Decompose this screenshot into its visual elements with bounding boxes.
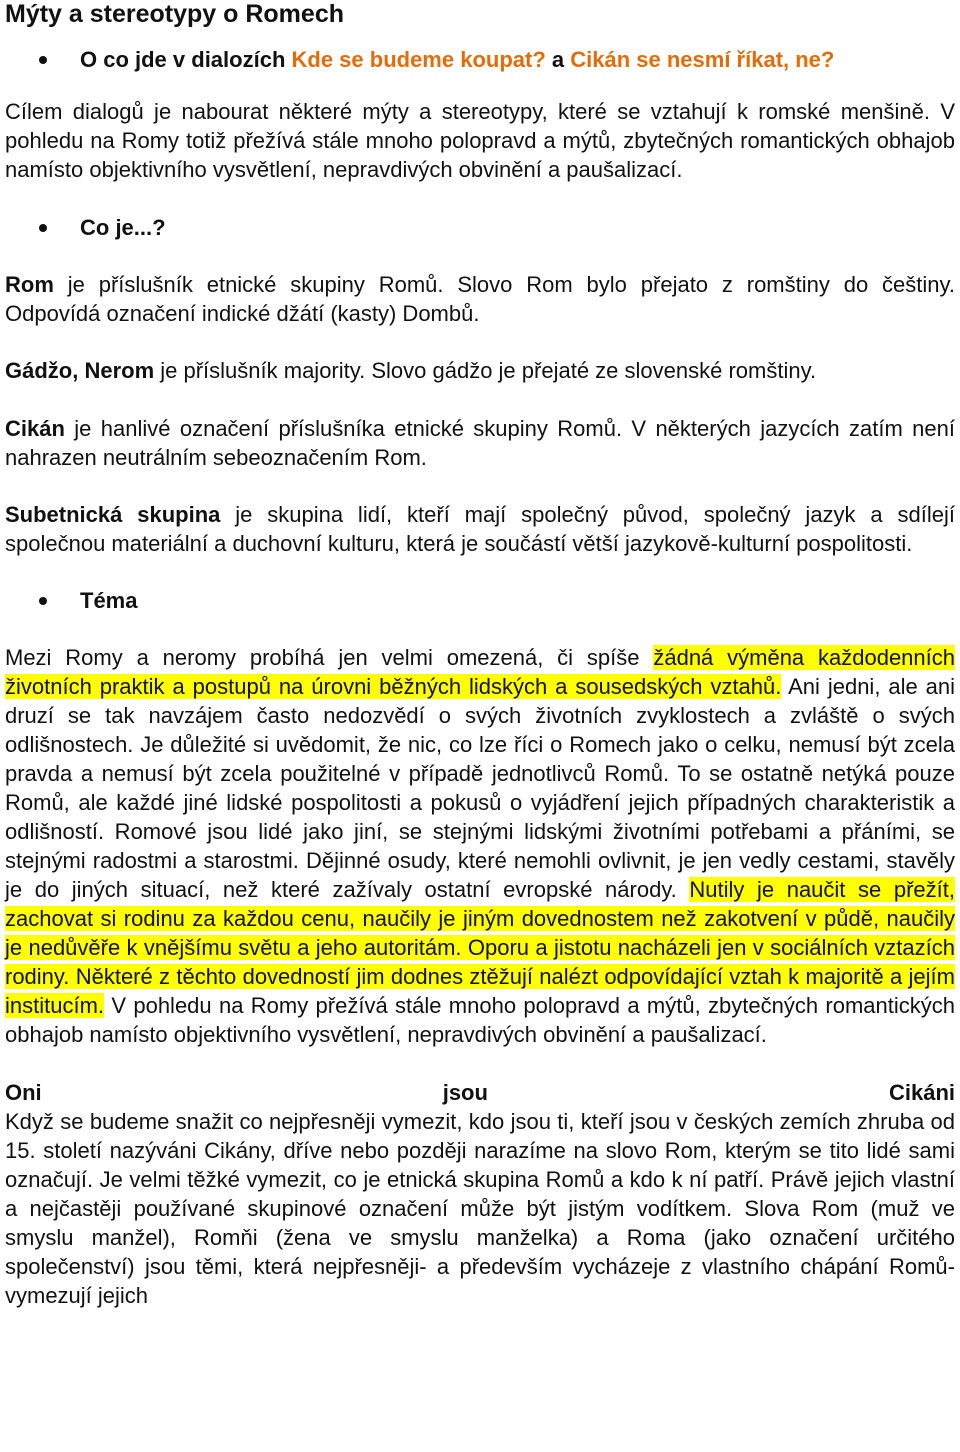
bullet-dialogs-prefix: O co jde v dialozích — [80, 47, 292, 72]
definition-text: je příslušník etnické skupiny Romů. Slovo Rom bylo přejato z romštiny do češtiny. Odpovídá označení indické džátí (kasty) Dombů. — [5, 272, 955, 326]
bullet-co-je-label: Co je...? — [80, 215, 166, 240]
bullet-dialogs — [5, 45, 955, 74]
heading-word: Cikáni — [888, 1080, 955, 1105]
section2-paragraph: Když se budeme snažit co nejpřesněji vymezit, kdo jsou ti, kteří jsou v českých zemích zhruba od 15. století nazýváni Cikány, dříve nebo později narazíme na slovo Rom, kterým se tito lidé sami označují. Je velmi těžké vymezit, co je etnická skupina Romů a kdo k ní patří. Právě jejich vlastní a nejčastěji používané skupinové označení může být jistým vodítkem. Slova Rom (muž ve smyslu manžel), Romňi (žena ve smyslu manželka) a Roma (jako označení určitého společenství) jsou těmi, která nejpřesněji- a především vycházeje z vlastního chápání Romů- vymezují jejich — [5, 1109, 955, 1308]
definition-term: Gádžo, Nerom — [5, 358, 155, 383]
dialog-link-cikan[interactable]: Cikán se nesmí říkat, ne? — [570, 47, 835, 72]
bullet-tema-label: Téma — [80, 588, 138, 613]
bullet-dialogs-mid: a — [545, 47, 571, 72]
tema-paragraph — [5, 643, 955, 1049]
bullet-dot-icon — [39, 597, 47, 605]
dialog-link-koupat[interactable]: Kde se budeme koupat? — [291, 47, 546, 72]
definition-text: je hanlivé označení příslušníka etnické skupiny Romů. V některých jazycích zatím není nahrazen neutrálním sebeoznačením Rom. — [5, 416, 955, 470]
bullet-tema — [5, 586, 955, 615]
highlight-survival: Nutily je naučit se přežít, zachovat si rodinu za každou cenu, naučily je jiným dovednostem než zakotvení v půdě, naučily je nedůvěře k vnějšímu světu a jeho autoritám. Oporu a jistotu nacházeli jen v sociálních vztazích rodiny. Některé z těchto dovedností jim dodnes ztěžují nalézt odpovídající vztah k majoritě a jejím institucím. — [5, 877, 955, 1018]
definition-subetnicka — [5, 500, 955, 558]
definition-text: je příslušník majority. Slovo gádžo je přejaté ze slovenské romštiny. — [154, 358, 817, 383]
tema-text-2: Ani jedni, ale ani druzí se tak navzájem často nedozvědí o svých životních zvyklostech a zvláště o svých odlišnostech. Je důležité si uvědomit, že nic, co lze říci o Romech jako o celku, nemusí být zcela pravda a nemusí být zcela použitelné v případě jednotlivců Romů. To se ostatně netýká pouze Romů, ale každé jiné lidské pospolitosti a pokusů o vyjádření jejich případných charakteristik a odlišností. Romové jsou lidé jako jiní, se stejnými lidskými životními potřebami a přáními, se stejnými radostmi a starostmi. Dějinné osudy, které nemohli ovlivnit, je jen vedly cestami, stavěly je do jiných situací, než které zažívaly ostatní evropské národy. — [5, 674, 956, 902]
definition-rom — [5, 270, 955, 328]
page-title: Mýty a stereotypy o Romech — [5, 0, 344, 28]
definition-term: Subetnická skupina — [5, 502, 221, 527]
definition-cikan — [5, 414, 955, 472]
definition-text: je skupina lidí, kteří mají společný původ, společný jazyk a sdílejí společnou materiální a duchovní kulturu, která je součástí větší jazykově-kulturní pospolitosti. — [5, 502, 955, 556]
bullet-co-je — [5, 213, 955, 242]
bullet-dot-icon — [39, 56, 47, 64]
definition-gadzo — [5, 356, 955, 385]
bullet-dot-icon — [39, 224, 47, 232]
tema-text-1: Mezi Romy a neromy probíhá jen velmi omezená, či spíše — [5, 645, 654, 670]
intro-paragraph: Cílem dialogů je nabourat některé mýty a stereotypy, které se vztahují k romské menšině. V pohledu na Romy totiž přežívá stále mnoho polopravd a mýtů, zbytečných romantických obhajob namísto objektivního vysvětlení, nepravdivých obvinění a paušalizací. — [5, 99, 955, 182]
definition-term: Cikán — [5, 416, 65, 441]
definition-term: Rom — [5, 272, 54, 297]
heading-word: Oni — [5, 1080, 42, 1105]
section-heading-oni-jsou-cikani — [5, 1078, 955, 1107]
heading-word: jsou — [442, 1080, 488, 1105]
highlight-exchange: žádná výměna každodenních životních praktik a postupů na úrovni běžných lidských a sousedských vztahů. — [5, 645, 956, 699]
tema-text-3: V pohledu na Romy přežívá stále mnoho polopravd a mýtů, zbytečných romantických obhajob namísto objektivního vysvětlení, nepravdivých obvinění a paušalizací. — [5, 993, 955, 1047]
